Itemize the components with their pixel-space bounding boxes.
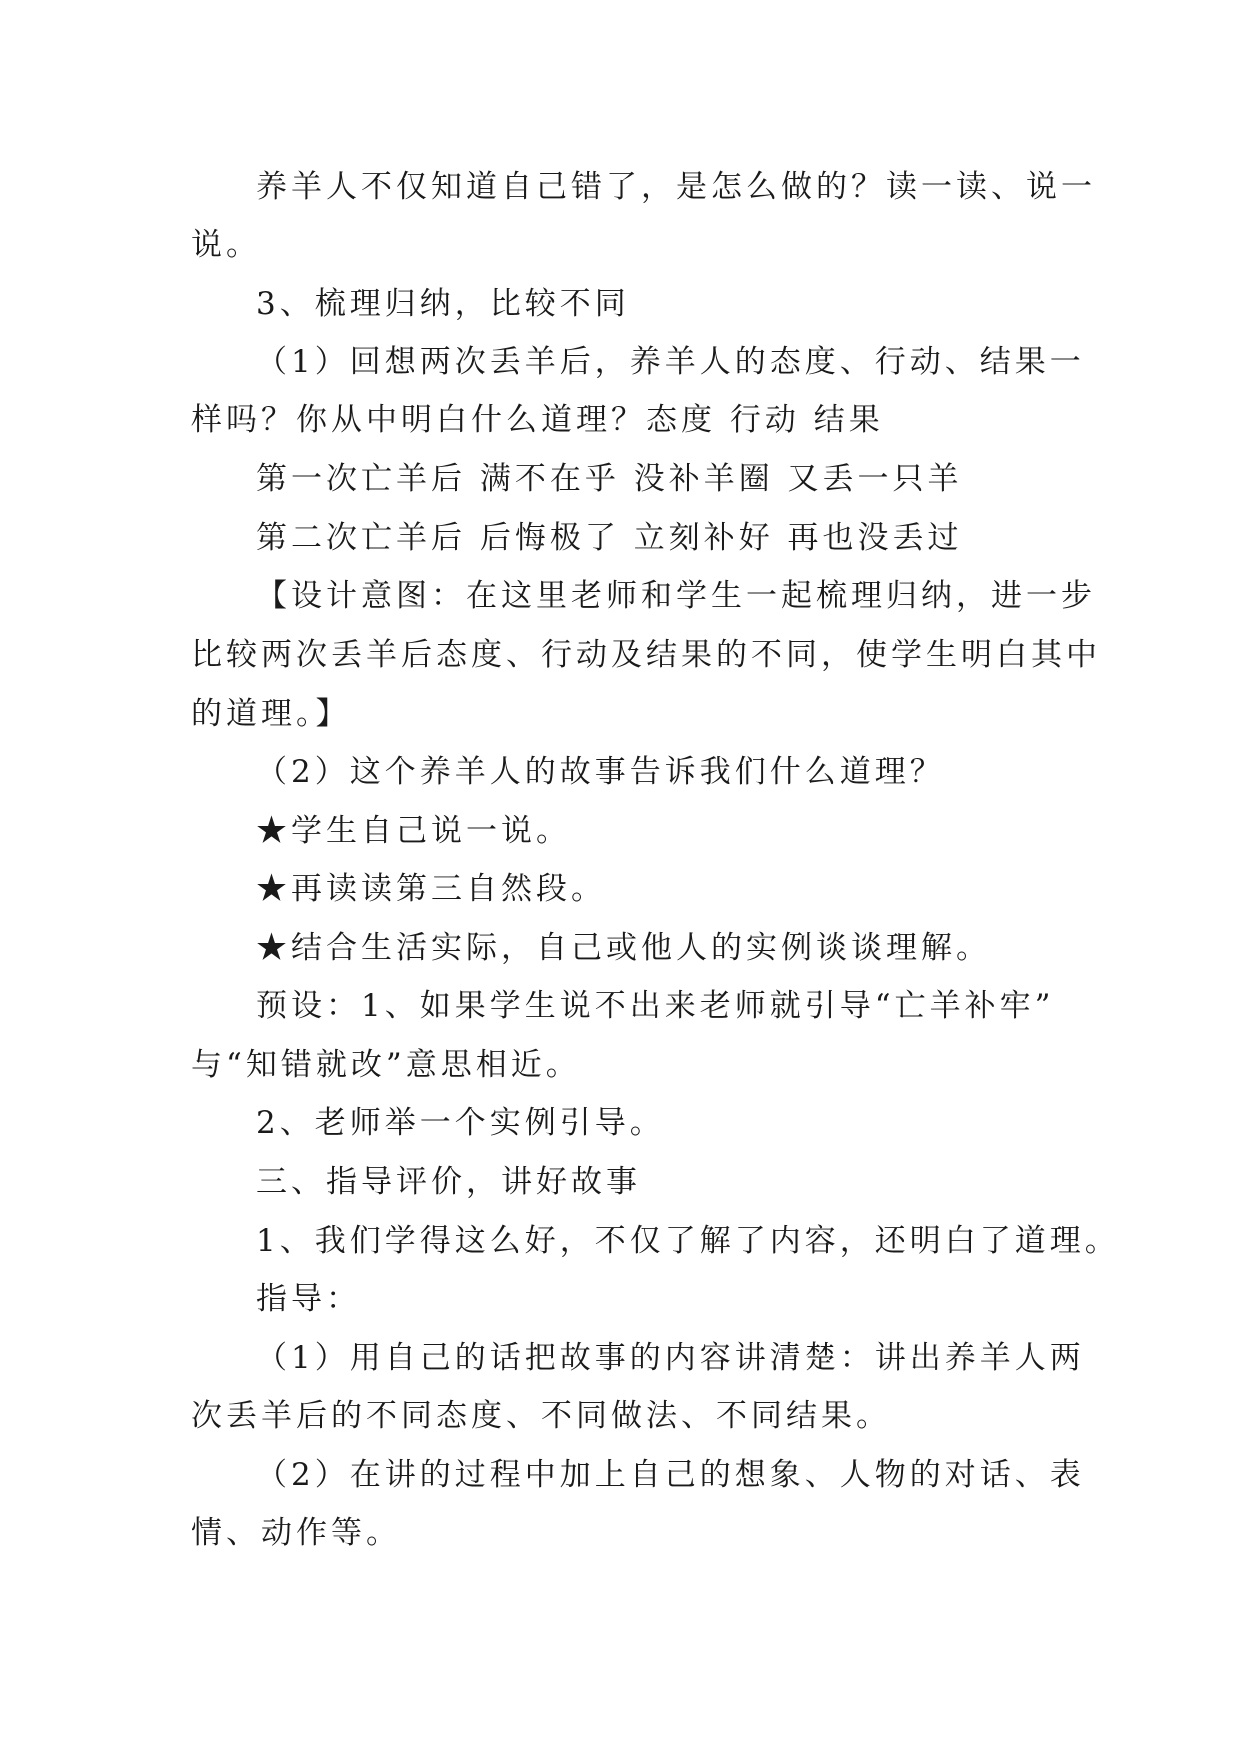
paragraph-line: 1、我们学得这么好，不仅了解了内容，还明白了道理。 xyxy=(256,1223,1120,1259)
paragraph-line: 指导： xyxy=(256,1281,361,1317)
star-item: ★学生自己说一说。 xyxy=(256,813,571,849)
comparison-row: 第二次亡羊后 后悔极了 立刻补好 再也没丢过 xyxy=(256,520,963,556)
paragraph-line: 样吗？你从中明白什么道理？态度 行动 结果 xyxy=(191,402,884,438)
paragraph-line: 2、老师举一个实例引导。 xyxy=(256,1105,665,1141)
paragraph-line: 预设：1、如果学生说不出来老师就引导“亡羊补牢” xyxy=(256,988,1055,1024)
paragraph-line: 养羊人不仅知道自己错了，是怎么做的？读一读、说一 xyxy=(256,169,1096,205)
paragraph-line: （2）这个养羊人的故事告诉我们什么道理？ xyxy=(256,754,945,790)
section-heading: 3、梳理归纳，比较不同 xyxy=(256,286,630,322)
design-intent-line: 的道理。】 xyxy=(191,696,351,732)
section-heading: 三、指导评价，讲好故事 xyxy=(256,1164,641,1200)
design-intent-line: 比较两次丢羊后态度、行动及结果的不同，使学生明白其中 xyxy=(191,637,1101,673)
paragraph-line: 次丢羊后的不同态度、不同做法、不同结果。 xyxy=(191,1398,891,1434)
comparison-row: 第一次亡羊后 满不在乎 没补羊圈 又丢一只羊 xyxy=(256,461,963,497)
paragraph-line: 说。 xyxy=(191,227,261,263)
star-item: ★结合生活实际，自己或他人的实例谈谈理解。 xyxy=(256,930,991,966)
paragraph-line: 与“知错就改”意思相近。 xyxy=(191,1047,581,1083)
paragraph-line: （1）回想两次丢羊后，养羊人的态度、行动、结果一 xyxy=(256,344,1085,380)
paragraph-line: 情、动作等。 xyxy=(191,1515,401,1551)
paragraph-line: （1）用自己的话把故事的内容讲清楚：讲出养羊人两 xyxy=(256,1340,1085,1376)
design-intent-line: 【设计意图：在这里老师和学生一起梳理归纳，进一步 xyxy=(256,578,1096,614)
paragraph-line: （2）在讲的过程中加上自己的想象、人物的对话、表 xyxy=(256,1457,1085,1493)
star-item: ★再读读第三自然段。 xyxy=(256,871,606,907)
